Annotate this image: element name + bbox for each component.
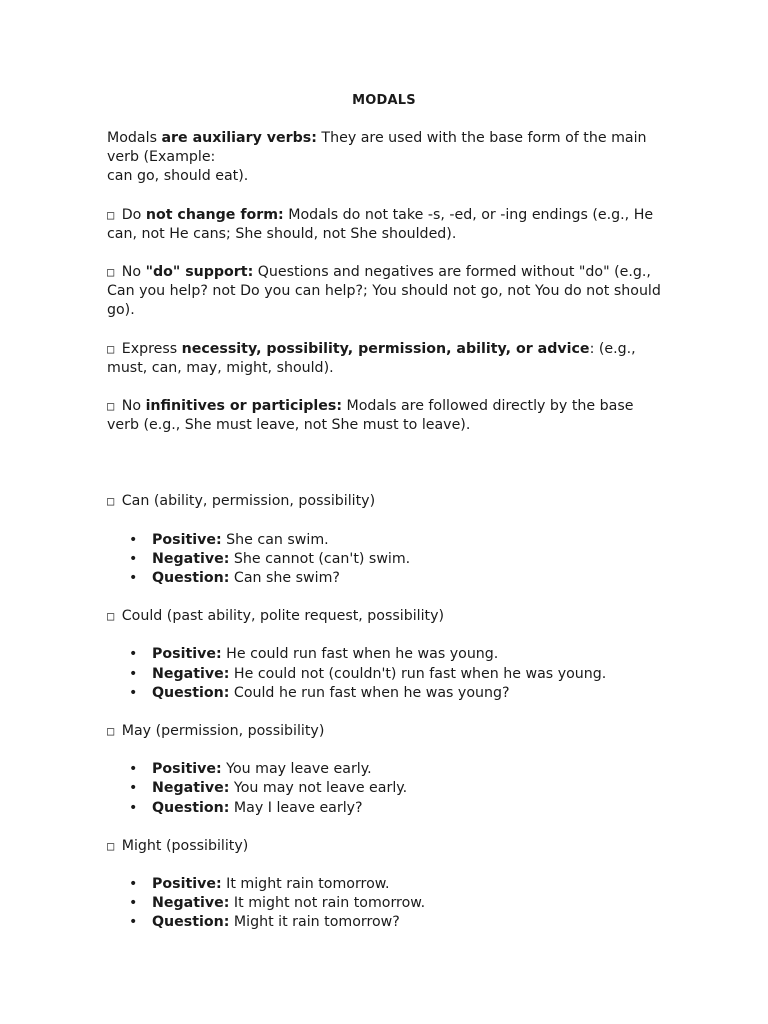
negative-label: Negative:	[152, 895, 230, 912]
example-text: He could not (couldn't) run fast when he was young.	[229, 665, 607, 682]
list-item	[107, 799, 667, 818]
checkbox-glyph-icon: □	[107, 724, 115, 739]
rule-bold: necessity, possibility, permission, ability, or advice	[181, 340, 590, 357]
negative-label: Negative:	[152, 550, 230, 567]
list-item	[107, 913, 667, 932]
rule-text: Do	[117, 206, 146, 223]
list-item	[107, 569, 667, 588]
document-body	[107, 129, 667, 952]
rule-paragraph	[107, 263, 667, 321]
rule-bold: infinitives or participles:	[145, 398, 342, 415]
negative-label: Negative:	[152, 665, 230, 682]
spacer	[107, 454, 667, 492]
rule-text: : (e.g., must, can, may, might, should).	[107, 340, 636, 376]
section-heading-text: May (permission, possibility)	[117, 723, 325, 740]
list-item	[107, 531, 667, 550]
example-text: It might rain tomorrow.	[221, 876, 390, 893]
checkbox-glyph-icon: □	[107, 609, 115, 624]
rule-text: Express	[117, 340, 182, 357]
example-text: May I leave early?	[229, 799, 363, 816]
section-heading	[107, 722, 667, 741]
question-label: Question:	[152, 799, 230, 816]
list-item	[107, 760, 667, 779]
rule-text: No	[117, 398, 146, 415]
checkbox-glyph-icon: □	[107, 838, 115, 853]
example-list	[107, 645, 667, 703]
list-item	[107, 779, 667, 798]
rule-paragraph	[107, 206, 667, 244]
question-label: Question:	[152, 570, 230, 587]
intro-bold: are auxiliary verbs:	[161, 130, 317, 146]
intro-paragraph	[107, 129, 667, 187]
example-text: Can she swim?	[229, 570, 340, 587]
list-item	[107, 684, 667, 703]
section-heading-text: Can (ability, permission, possibility)	[117, 493, 376, 510]
rule-text: Questions and negatives are formed without "do" (e.g., Can you help? not Do you can help?; You should not go, not You do not should go).	[107, 264, 661, 319]
question-label: Question:	[152, 914, 230, 931]
example-text: Could he run fast when he was young?	[229, 684, 510, 701]
checkbox-glyph-icon: □	[107, 207, 115, 222]
checkbox-glyph-icon: □	[107, 265, 115, 280]
positive-label: Positive:	[152, 761, 222, 778]
rule-paragraph	[107, 397, 667, 435]
example-list	[107, 875, 667, 933]
list-item	[107, 875, 667, 894]
section-heading	[107, 837, 667, 856]
example-text: He could run fast when he was young.	[221, 646, 499, 663]
section-heading	[107, 492, 667, 511]
example-text: You may not leave early.	[229, 780, 408, 797]
intro-text: Modals	[107, 130, 162, 146]
rule-bold: "do" support:	[145, 264, 254, 281]
example-list	[107, 760, 667, 818]
example-text: It might not rain tomorrow.	[229, 895, 426, 912]
list-item	[107, 665, 667, 684]
list-item	[107, 550, 667, 569]
example-text: She cannot (can't) swim.	[229, 550, 411, 567]
checkbox-glyph-icon: □	[107, 341, 115, 356]
list-item	[107, 645, 667, 664]
section-heading-text: Might (possibility)	[117, 837, 249, 854]
example-text: She can swim.	[221, 531, 329, 548]
rule-text: Modals are followed directly by the base verb (e.g., She must leave, not She must to leave).	[107, 398, 634, 434]
intro-text: They are used with the base form of the main verb (Example:	[107, 130, 647, 166]
example-list	[107, 531, 667, 589]
list-item	[107, 894, 667, 913]
checkbox-glyph-icon: □	[107, 494, 115, 509]
positive-label: Positive:	[152, 646, 222, 663]
question-label: Question:	[152, 684, 230, 701]
section-heading-text: Could (past ability, polite request, possibility)	[117, 608, 445, 625]
rule-paragraph	[107, 340, 667, 378]
negative-label: Negative:	[152, 780, 230, 797]
checkbox-glyph-icon: □	[107, 399, 115, 414]
rule-bold: not change form:	[145, 206, 284, 223]
example-text: Might it rain tomorrow?	[229, 914, 400, 931]
section-heading	[107, 607, 667, 626]
positive-label: Positive:	[152, 531, 222, 548]
positive-label: Positive:	[152, 876, 222, 893]
rule-text: Modals do not take -s, -ed, or -ing endings (e.g., He can, not He cans; She should, not She shoulded).	[107, 206, 654, 242]
example-text: You may leave early.	[221, 761, 372, 778]
intro-text: can go, should eat).	[107, 168, 249, 185]
rule-text: No	[117, 264, 146, 281]
page-title: MODALS	[352, 93, 416, 108]
